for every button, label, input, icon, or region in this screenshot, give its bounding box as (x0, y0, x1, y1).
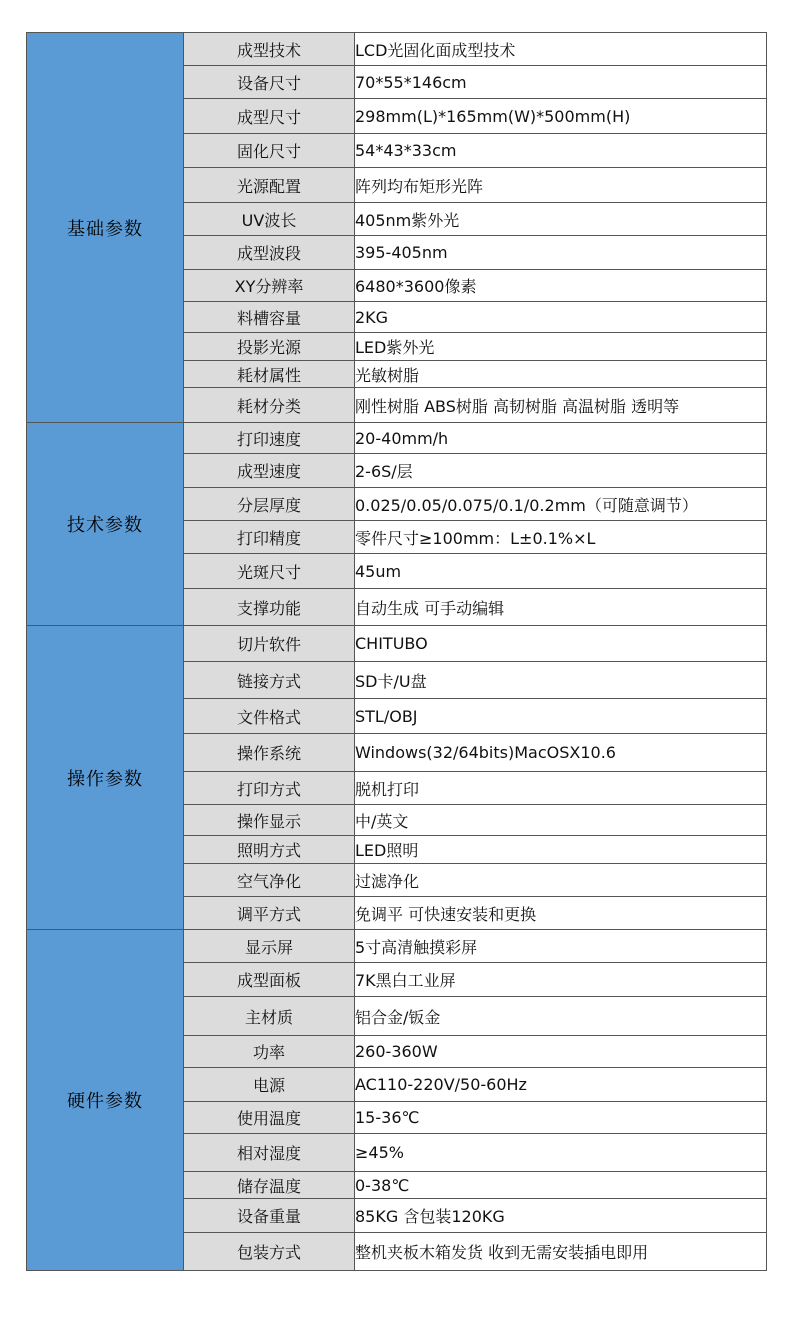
param-label: 切片软件 (184, 626, 355, 662)
param-label: 投影光源 (184, 333, 355, 361)
param-label: 使用温度 (184, 1102, 355, 1134)
param-value: 自动生成 可手动编辑 (355, 589, 767, 626)
param-label: 成型波段 (184, 236, 355, 270)
param-label: 成型速度 (184, 454, 355, 488)
param-label: 成型技术 (184, 33, 355, 66)
param-label: 设备尺寸 (184, 66, 355, 99)
param-label: UV波长 (184, 203, 355, 236)
param-label: XY分辨率 (184, 270, 355, 302)
param-value: 光敏树脂 (355, 361, 767, 388)
param-value: 2-6S/层 (355, 454, 767, 488)
param-value: 整机夹板木箱发货 收到无需安装插电即用 (355, 1233, 767, 1271)
param-label: 耗材属性 (184, 361, 355, 388)
param-value: 2KG (355, 302, 767, 333)
param-value: AC110-220V/50-60Hz (355, 1068, 767, 1102)
param-value: 脱机打印 (355, 772, 767, 805)
param-value: LED紫外光 (355, 333, 767, 361)
param-label: 储存温度 (184, 1172, 355, 1199)
param-value: 零件尺寸≥100mm：L±0.1%×L (355, 521, 767, 554)
param-value: 0.025/0.05/0.075/0.1/0.2mm（可随意调节） (355, 488, 767, 521)
param-value: 7K黑白工业屏 (355, 963, 767, 997)
param-label: 空气净化 (184, 864, 355, 897)
param-value: 395-405nm (355, 236, 767, 270)
param-value: CHITUBO (355, 626, 767, 662)
table-row (27, 626, 767, 662)
param-value: 54*43*33cm (355, 134, 767, 168)
param-value: 铝合金/钣金 (355, 997, 767, 1036)
param-value: LCD光固化面成型技术 (355, 33, 767, 66)
param-label: 显示屏 (184, 930, 355, 963)
group-label: 操作参数 (27, 626, 184, 930)
param-value: 5寸高清触摸彩屏 (355, 930, 767, 963)
param-label: 成型尺寸 (184, 99, 355, 134)
group-label: 硬件参数 (27, 930, 184, 1271)
param-value: Windows(32/64bits)MacOSX10.6 (355, 734, 767, 772)
param-value: 85KG 含包装120KG (355, 1199, 767, 1233)
param-value: 45um (355, 554, 767, 589)
param-label: 操作显示 (184, 805, 355, 836)
param-label: 固化尺寸 (184, 134, 355, 168)
table-row (27, 33, 767, 66)
param-label: 打印速度 (184, 423, 355, 454)
param-value: SD卡/U盘 (355, 662, 767, 699)
param-value: 中/英文 (355, 805, 767, 836)
param-value: LED照明 (355, 836, 767, 864)
param-label: 操作系统 (184, 734, 355, 772)
param-label: 功率 (184, 1036, 355, 1068)
spec-table (26, 32, 767, 1271)
param-value: ≥45% (355, 1134, 767, 1172)
param-label: 包装方式 (184, 1233, 355, 1271)
param-label: 成型面板 (184, 963, 355, 997)
param-label: 料槽容量 (184, 302, 355, 333)
param-value: 298mm(L)*165mm(W)*500mm(H) (355, 99, 767, 134)
param-value: 405nm紫外光 (355, 203, 767, 236)
param-label: 链接方式 (184, 662, 355, 699)
param-label: 设备重量 (184, 1199, 355, 1233)
param-label: 支撑功能 (184, 589, 355, 626)
param-label: 照明方式 (184, 836, 355, 864)
param-value: 260-360W (355, 1036, 767, 1068)
group-label: 技术参数 (27, 423, 184, 626)
param-value: STL/OBJ (355, 699, 767, 734)
param-value: 免调平 可快速安装和更换 (355, 897, 767, 930)
param-label: 耗材分类 (184, 388, 355, 423)
param-label: 打印方式 (184, 772, 355, 805)
table-row (27, 423, 767, 454)
param-value: 20-40mm/h (355, 423, 767, 454)
param-value: 15-36℃ (355, 1102, 767, 1134)
spec-table-body (27, 33, 767, 1271)
param-label: 主材质 (184, 997, 355, 1036)
param-label: 电源 (184, 1068, 355, 1102)
table-row (27, 930, 767, 963)
param-label: 打印精度 (184, 521, 355, 554)
group-label: 基础参数 (27, 33, 184, 423)
param-value: 阵列均布矩形光阵 (355, 168, 767, 203)
param-value: 刚性树脂 ABS树脂 高韧树脂 高温树脂 透明等 (355, 388, 767, 423)
param-value: 70*55*146cm (355, 66, 767, 99)
param-value: 过滤净化 (355, 864, 767, 897)
param-label: 相对湿度 (184, 1134, 355, 1172)
param-label: 光斑尺寸 (184, 554, 355, 589)
param-label: 调平方式 (184, 897, 355, 930)
param-value: 6480*3600像素 (355, 270, 767, 302)
param-label: 分层厚度 (184, 488, 355, 521)
param-value: 0-38℃ (355, 1172, 767, 1199)
param-label: 文件格式 (184, 699, 355, 734)
param-label: 光源配置 (184, 168, 355, 203)
